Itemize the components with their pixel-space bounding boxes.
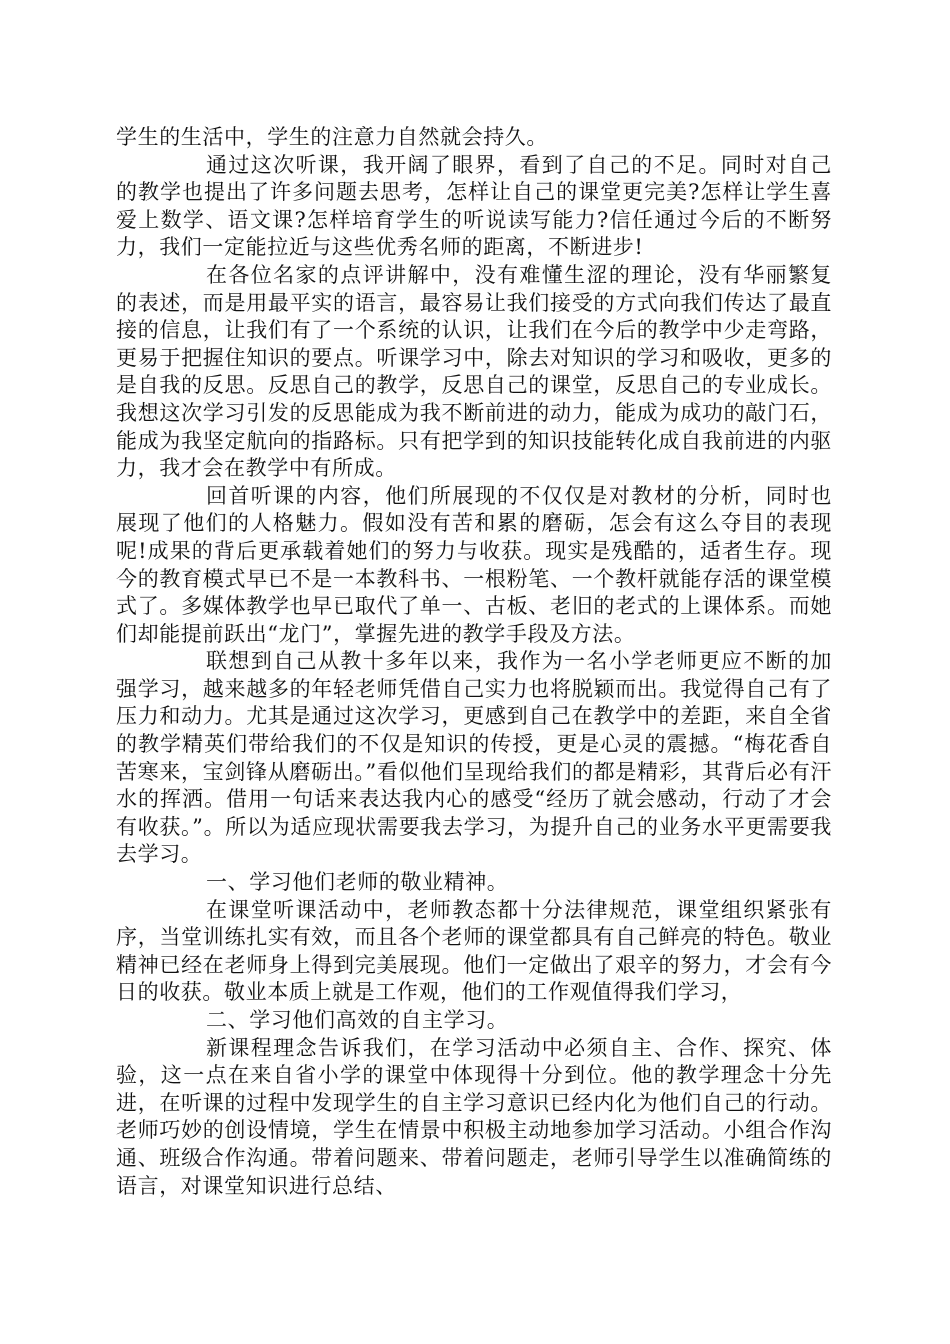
section-heading-1: 一、学习他们老师的敬业精神。 <box>206 870 509 895</box>
paragraph-6: 在课堂听课活动中，老师教态都十分法律规范，课堂组织紧张有序，当堂训练扎实有效，而且各个老师的课堂都具有自己鲜亮的特色。敬业精神已经在老师身上得到完美展现。他们一定做出了艰辛的努力，才会有今日的收获。敬业本质上就是工作观，他们的工作观值得我们学习， <box>116 897 832 1005</box>
paragraph-1: 学生的生活中，学生的注意力自然就会持久。 <box>116 125 548 149</box>
document-page <box>116 124 832 1200</box>
paragraph-3: 在各位名家的点评讲解中，没有难懂生涩的理论，没有华丽繁复的表述，而是用最平实的语言，最容易让我们接受的方式向我们传达了最直接的信息，让我们有了一个系统的认识，让我们在今后的教学中少走弯路，更易于把握住知识的要点。听课学习中，除去对知识的学习和吸收，更多的是自我的反思。反思自己的教学，反思自己的课堂，反思自己的专业成长。我想这次学习引发的反思能成为我不断前进的动力，能成为成功的敲门石，能成为我坚定航向的指路标。只有把学到的知识技能转化成自我前进的内驱力，我才会在教学中有所成。 <box>116 262 832 481</box>
paragraph-7: 新课程理念告诉我们，在学习活动中必须自主、合作、探究、体验，这一点在来自省小学的课堂中体现得十分到位。他的教学理念十分先进，在听课的过程中发现学生的自主学习意识已经内化为他们自己的行动。老师巧妙的创设情境，学生在情景中积极主动地参加学习活动。小组合作沟通、班级合作沟通。带着问题来、带着问题走，老师引导学生以准确简练的语言，对课堂知识进行总结、 <box>116 1035 832 1198</box>
paragraph-5: 联想到自己从教十多年以来，我作为一名小学老师更应不断的加强学习，越来越多的年轻老师凭借自己实力也将脱颖而出。我觉得自己有了压力和动力。尤其是通过这次学习，更感到自己在教学中的差距，来自全省的教学精英们带给我们的不仅是知识的传授，更是心灵的震撼。“梅花香自苦寒来，宝剑锋从磨砺出。”看似他们呈现给我们的都是精彩，其背后必有汗水的挥洒。借用一句话来表达我内心的感受“经历了就会感动，行动了才会有收获。”。所以为适应现状需要我去学习，为提升自己的业务水平更需要我去学习。 <box>116 649 832 867</box>
section-heading-2: 二、学习他们高效的自主学习。 <box>206 1008 509 1032</box>
paragraph-4: 回首听课的内容，他们所展现的不仅仅是对教材的分析，同时也展现了他们的人格魅力。假如没有苦和累的磨砺，怎会有这么夺目的表现呢!成果的背后更承载着她们的努力与收获。现实是残酷的，适者生存。现今的教育模式早已不是一本教科书、一根粉笔、一个教杆就能存活的课堂模式了。多媒体教学也早已取代了单一、古板、老旧的老式的上课体系。而她们却能提前跃出“龙门”，掌握先进的教学手段及方法。 <box>116 483 832 646</box>
paragraph-2: 通过这次听课，我开阔了眼界，看到了自己的不足。同时对自己的教学也提出了许多问题去思考，怎样让自己的课堂更完美?怎样让学生喜爱上数学、语文课?怎样培育学生的听说读写能力?信任通过今后的不断努力，我们一定能拉近与这些优秀名师的距离，不断进步! <box>116 152 832 260</box>
